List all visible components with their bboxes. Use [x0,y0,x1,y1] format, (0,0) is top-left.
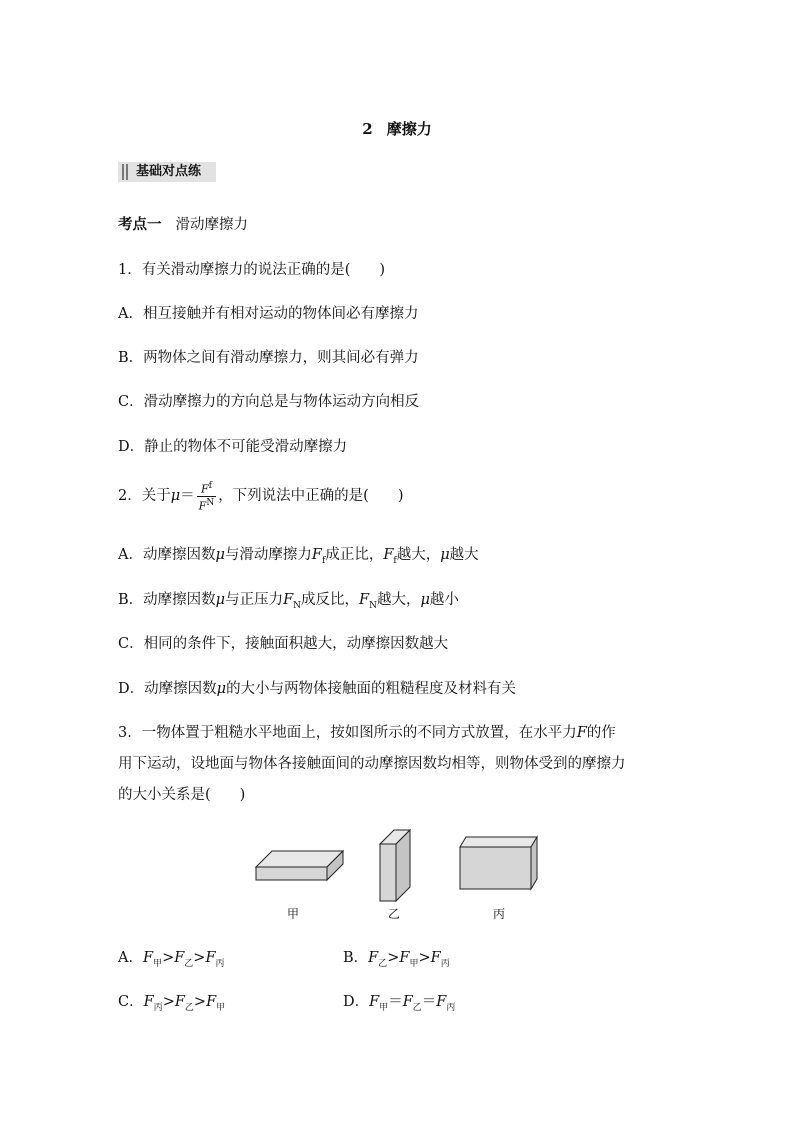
q1-stem: 1．有关滑动摩擦力的说法正确的是( ) [118,262,386,278]
block-side [460,837,537,889]
title-number: 2 [362,120,373,138]
q3-option-d: D．$F_甲=F_乙=F_丙$ [343,994,456,1013]
q3-stem-line3: 的大小关系是( ) [118,787,246,803]
q3-option-a: A．$F_甲>F_乙>F_丙$ [118,950,225,969]
figure-label-jia: 甲 [287,907,300,921]
q3-stem-line1: 3．一物体置于粗糙水平地面上，按如图所示的不同方式放置，在水平力F的作 [118,725,616,741]
topic-name: 滑动摩擦力 [175,217,248,233]
q1-option-b: B．两物体之间有滑动摩擦力，则其间必有弹力 [118,350,419,366]
double-bar-icon [122,164,128,180]
q3-stem-line2: 用下运动，设地面与物体各接触面间的动摩擦因数均相等，则物体受到的摩擦力 [118,756,626,772]
section-tag-label: 基础对点练 [136,164,202,179]
section-tag [118,162,216,182]
q3-figure [250,826,540,906]
block-upright [380,830,410,901]
q2-formula-fraction: $\frac{F^f}{F^N}$ [198,481,215,513]
q2-stem: 2．关于μ＝ $\frac{F^f}{F^N}$ ，下列说法中正确的是( ) [118,481,404,513]
q2-option-c: C．相同的条件下，接触面积越大，动摩擦因数越大 [118,636,449,652]
q3-option-c: C．$F_丙>F_乙>F_甲$ [118,994,226,1013]
q1-option-a: A．相互接触并有相对运动的物体间必有摩擦力 [118,306,419,322]
title-text: 摩擦力 [386,120,432,138]
q1-option-c: C．滑动摩擦力的方向总是与物体运动方向相反 [118,394,420,410]
topic-label: 考点一 [118,216,162,233]
q3-option-b: B．$F_乙>F_甲>F_丙$ [343,950,450,969]
page-title [0,118,794,139]
q2-option-d: D．动摩擦因数μ的大小与两物体接触面的粗糙程度及材料有关 [118,681,517,697]
figure-label-bing: 丙 [493,907,506,921]
topic-heading [118,213,248,234]
block-flat [256,851,343,880]
q2-option-a: A．动摩擦因数μ与滑动摩擦力$F_f$成正比，$F_f$越大，μ越大 [118,547,479,566]
q1-option-d: D．静止的物体不可能受滑动摩擦力 [118,439,348,455]
figure-label-yi: 乙 [388,907,401,921]
q2-option-b: B．动摩擦因数μ与正压力$F_N$成反比，$F_N$越大，μ越小 [118,592,459,611]
